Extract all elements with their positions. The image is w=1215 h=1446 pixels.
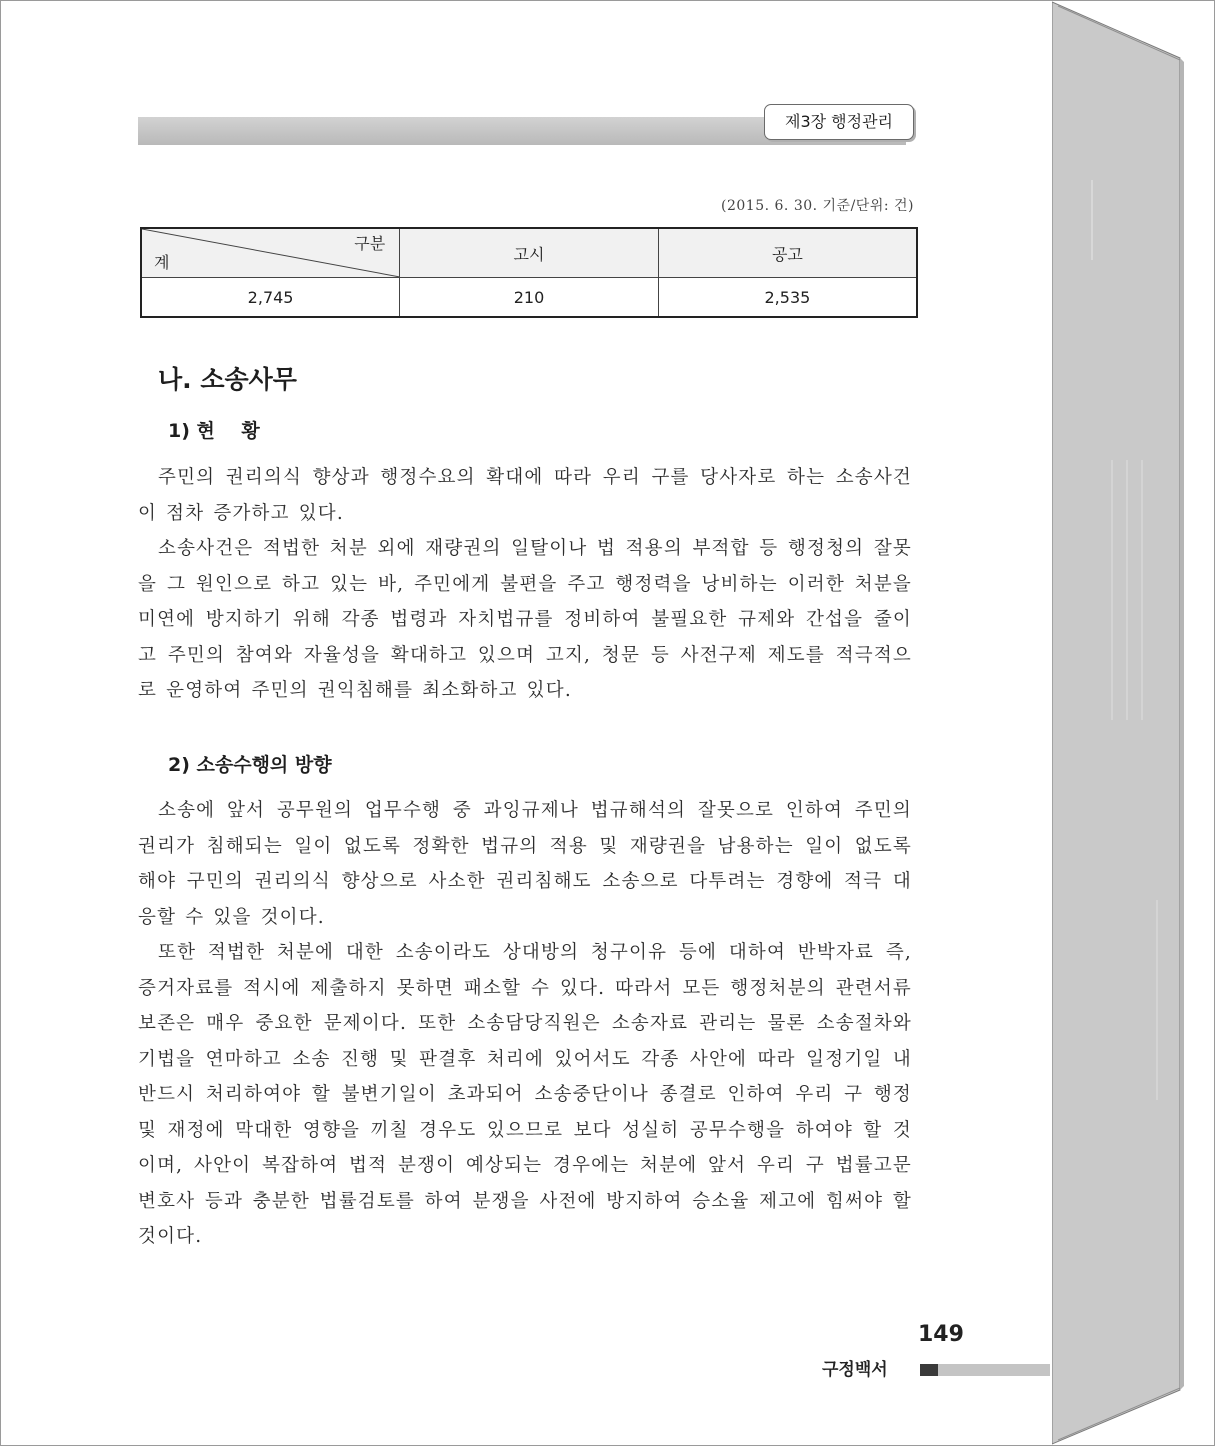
section-title: 나. 소송사무 (158, 365, 297, 394)
subheading-status: 1) 현 황 (168, 420, 260, 442)
corner-cell (141, 228, 400, 278)
footer-bar-accent (920, 1364, 938, 1376)
table-cell-total: 2,745 (141, 278, 400, 318)
column-header: 공고 (658, 228, 917, 278)
column-header: 고시 (400, 228, 659, 278)
paragraph: 또한 적법한 처분에 대한 소송이라도 상대방의 청구이유 등에 대하여 반박자료 즉, 증거자료를 적시에 제출하지 못하면 패소할 수 있다. 따라서 모든 행정처분의 관련서류 보존은 매우 중요한 문제이다. 또한 소송담당직원은 소송자료 관리는 물론 소송절차와 기법을 연마하고 소송 진행 및 판결후 처리에 있어서도 각종 사안에 따라 일정기일 내 반드시 처리하여야 할 불변기일이 초과되어 소송중단이나 종결로 인하여 우리 구 행정 및 재정에 막대한 영향을 끼칠 경우도 있으므로 보다 성실히 공무수행을 하여야 할 것이며, 사안이 복잡하여 법적 분쟁이 예상되는 경우에는 처분에 앞서 우리 구 법률고문변호사 등과 충분한 법률검토를 하여 분쟁을 사전에 방지하여 승소율 제고에 힘써야 할 것이다. (138, 942, 912, 1247)
page-number: 149 (918, 1322, 964, 1347)
table-row (141, 278, 917, 318)
paragraph: 소송에 앞서 공무원의 업무수행 중 과잉규제나 법규해석의 잘못으로 인하여 주민의 권리가 침해되는 일이 없도록 정확한 법규의 적용 및 재량권을 남용하는 일이 없도록 해야 구민의 권리의식 향상으로 사소한 권리침해도 소송으로 다투려는 경향에 적극 대응할 수 있을 것이다. (138, 800, 912, 928)
table-note: (2015. 6. 30. 기준/단위: 건) (721, 198, 914, 214)
stats-table (140, 227, 918, 318)
table-cell: 2,535 (658, 278, 917, 318)
corner-label-bottom: 계 (154, 253, 170, 272)
subheading-direction: 2) 소송수행의 방향 (168, 754, 332, 776)
table-header-row (141, 228, 917, 278)
book-page-stack (1052, 0, 1215, 1446)
corner-label-top: 구분 (354, 234, 386, 253)
chapter-tab: 제3장 행정관리 (764, 104, 914, 140)
book-title: 구정백서 (822, 1360, 888, 1380)
footer-bar (938, 1364, 1050, 1376)
table-cell: 210 (400, 278, 659, 318)
paragraph: 소송사건은 적법한 처분 외에 재량권의 일탈이나 법 적용의 부적합 등 행정청의 잘못을 그 원인으로 하고 있는 바, 주민에게 불편을 주고 행정력을 낭비하는 이러한 처분을 미연에 방지하기 위해 각종 법령과 자치법규를 정비하여 불필요한 규제와 간섭을 줄이고 주민의 참여와 자율성을 확대하고 있으며 고지, 청문 등 사전구제 제도를 적극적으로 운영하여 주민의 권익침해를 최소화하고 있다. (138, 538, 912, 701)
paragraph: 주민의 권리의식 향상과 행정수요의 확대에 따라 우리 구를 당사자로 하는 소송사건이 점차 증가하고 있다. (138, 467, 912, 524)
